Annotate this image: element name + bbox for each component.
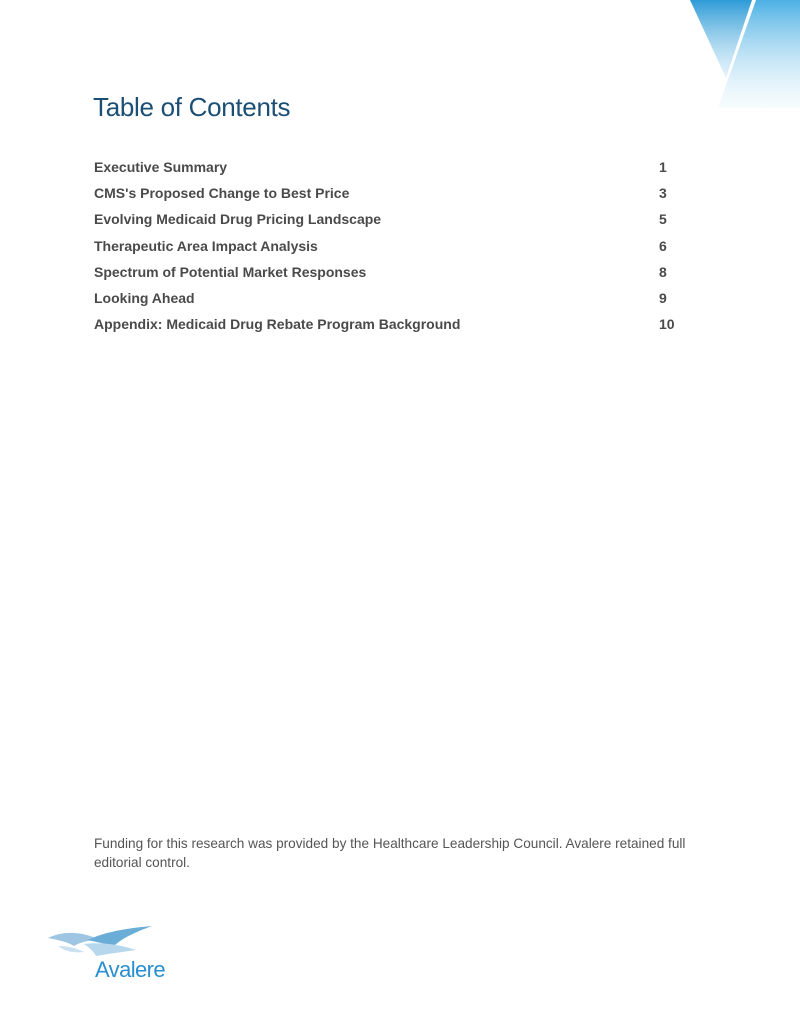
page-title: Table of Contents — [93, 92, 291, 122]
toc-entry[interactable] — [94, 311, 694, 337]
funding-note: Funding for this research was provided by the Healthcare Leadership Council. Avalere retained full editorial control. — [94, 836, 686, 870]
toc-entry[interactable] — [94, 154, 694, 180]
toc-entry-label[interactable]: Evolving Medicaid Drug Pricing Landscape — [94, 211, 382, 228]
toc-entry-label[interactable]: CMS's Proposed Change to Best Price — [94, 185, 350, 202]
corner-decoration — [690, 0, 800, 110]
toc-entry[interactable] — [94, 233, 694, 259]
toc-entry[interactable] — [94, 285, 694, 311]
avalere-logo — [44, 920, 184, 990]
table-of-contents — [94, 154, 694, 337]
toc-entry-page: 9 — [659, 290, 667, 307]
logo-text: Avalere — [95, 957, 165, 982]
toc-entry-page: 8 — [659, 263, 667, 280]
toc-entry-label[interactable]: Therapeutic Area Impact Analysis — [94, 237, 318, 254]
toc-entry-label[interactable]: Looking Ahead — [94, 290, 195, 307]
toc-entry[interactable] — [94, 206, 694, 232]
toc-entry[interactable] — [94, 259, 694, 285]
toc-entry-page: 10 — [659, 316, 675, 333]
avalere-bird-mark-icon — [44, 920, 164, 960]
toc-entry-label[interactable]: Spectrum of Potential Market Responses — [94, 263, 367, 280]
toc-entry-page: 1 — [659, 159, 667, 176]
toc-entry-page: 3 — [659, 185, 667, 202]
toc-entry-label[interactable]: Appendix: Medicaid Drug Rebate Program Background — [94, 316, 461, 333]
toc-entry-label[interactable]: Executive Summary — [94, 159, 228, 176]
toc-entry-page: 6 — [659, 237, 667, 254]
toc-entry[interactable] — [94, 180, 694, 206]
toc-entry-page: 5 — [659, 211, 667, 228]
